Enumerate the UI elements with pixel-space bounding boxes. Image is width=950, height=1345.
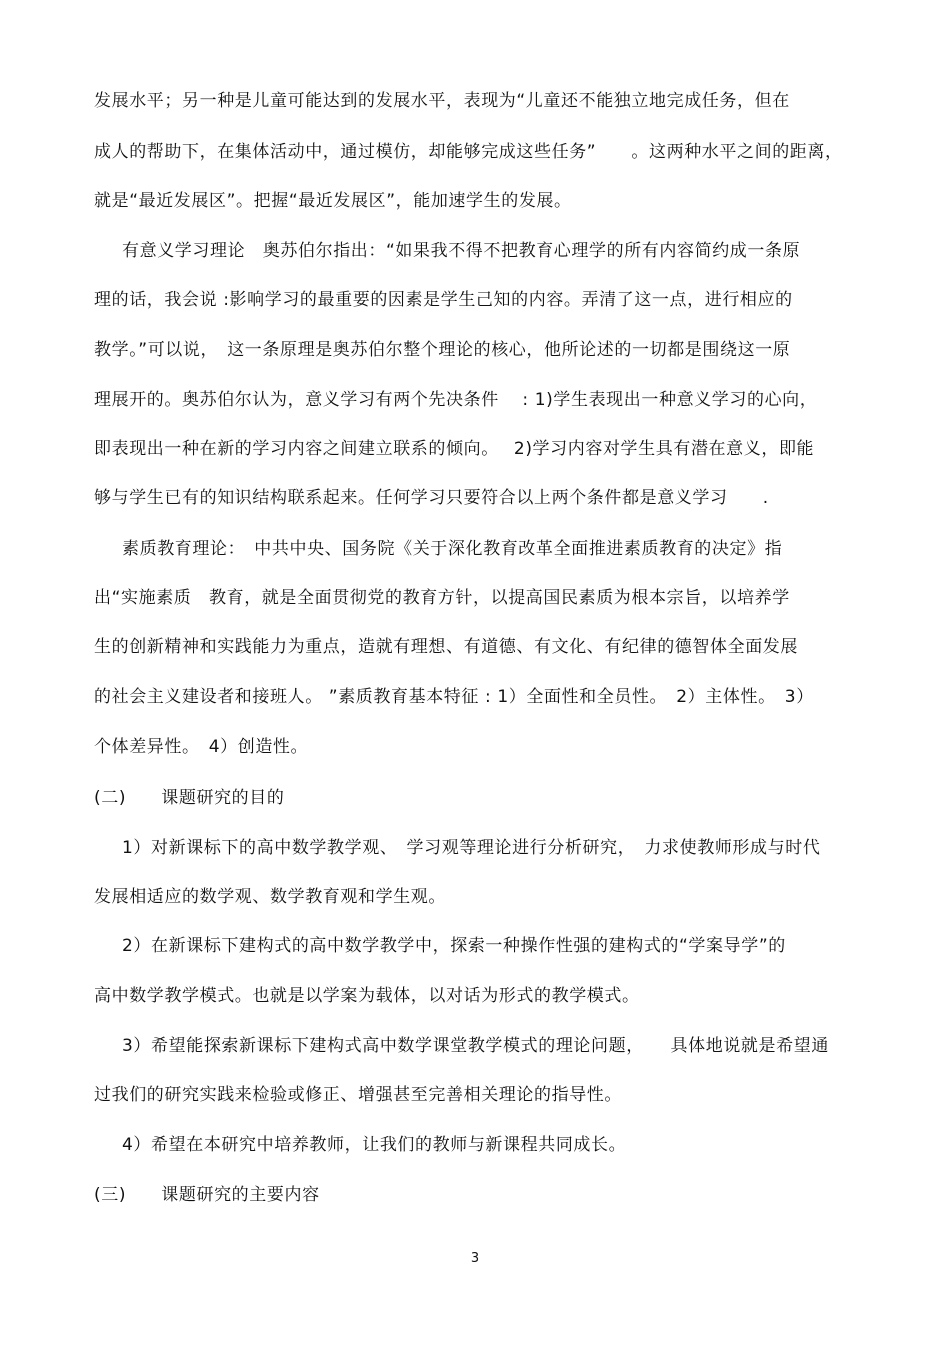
text-line: 即表现出一种在新的学习内容之间建立联系的倾向。 2)学习内容对学生具有潜在意义，即能 xyxy=(94,439,815,459)
text-line: 1）对新课标下的高中数学教学观、 学习观等理论进行分析研究， 力求使教师形成与时代 xyxy=(122,838,821,858)
text-line: 发展相适应的数学观、数学教育观和学生观。 xyxy=(94,887,446,907)
text-line: 2）在新课标下建构式的高中数学教学中，探索一种操作性强的建构式的“学案导学”的 xyxy=(122,936,786,956)
text-line: 高中数学教学模式。也就是以学案为载体，以对话为形式的教学模式。 xyxy=(94,986,640,1006)
section-heading: (三) 课题研究的主要内容 xyxy=(94,1185,320,1205)
text-line: 3）希望能探索新课标下建构式高中数学课堂教学模式的理论问题， 具体地说就是希望通 xyxy=(122,1036,829,1056)
page-number: 3 xyxy=(470,1251,480,1266)
text-line: 成人的帮助下，在集体活动中，通过模仿，却能够完成这些任务” 。这两种水平之间的距离， xyxy=(94,142,843,162)
text-line: 个体差异性。 4）创造性。 xyxy=(94,737,309,757)
text-line: 的社会主义建设者和接班人。 ”素质教育基本特征 : 1）全面性和全员性。 2）主体性。 3） xyxy=(94,687,814,707)
text-line: 有意义学习理论 奥苏伯尔指出：“如果我不得不把教育心理学的所有内容简约成一条原 xyxy=(122,241,801,261)
section-heading: (二) 课题研究的目的 xyxy=(94,788,285,808)
text-line: 发展水平；另一种是儿童可能达到的发展水平，表现为“儿童还不能独立地完成任务，但在 xyxy=(94,91,790,111)
text-line: 出“实施素质 教育，就是全面贯彻党的教育方针，以提高国民素质为根本宗旨，以培养学 xyxy=(94,588,790,608)
text-line: 就是“最近发展区”。把握“最近发展区”，能加速学生的发展。 xyxy=(94,191,572,211)
text-line: 教学。”可以说， 这一条原理是奥苏伯尔整个理论的核心，他所论述的一切都是围绕这一原 xyxy=(94,340,791,360)
text-line: 4）希望在本研究中培养教师，让我们的教师与新课程共同成长。 xyxy=(122,1135,627,1155)
text-line: 生的创新精神和实践能力为重点，造就有理想、有道德、有文化、有纪律的德智体全面发展 xyxy=(94,637,798,657)
text-line: 过我们的研究实践来检验或修正、增强甚至完善相关理论的指导性。 xyxy=(94,1085,622,1105)
text-line: 素质教育理论： 中共中央、国务院《关于深化教育改革全面推进素质教育的决定》指 xyxy=(122,539,783,559)
text-line: 理展开的。奥苏伯尔认为，意义学习有两个先决条件 : 1)学生表现出一种意义学习的心向， xyxy=(94,390,818,410)
text-line: 理的话，我会说 :影响学习的最重要的因素是学生己知的内容。弄清了这一点，进行相应的 xyxy=(94,290,793,310)
text-line: 够与学生已有的知识结构联系起来。任何学习只要符合以上两个条件都是意义学习 . xyxy=(94,488,769,508)
